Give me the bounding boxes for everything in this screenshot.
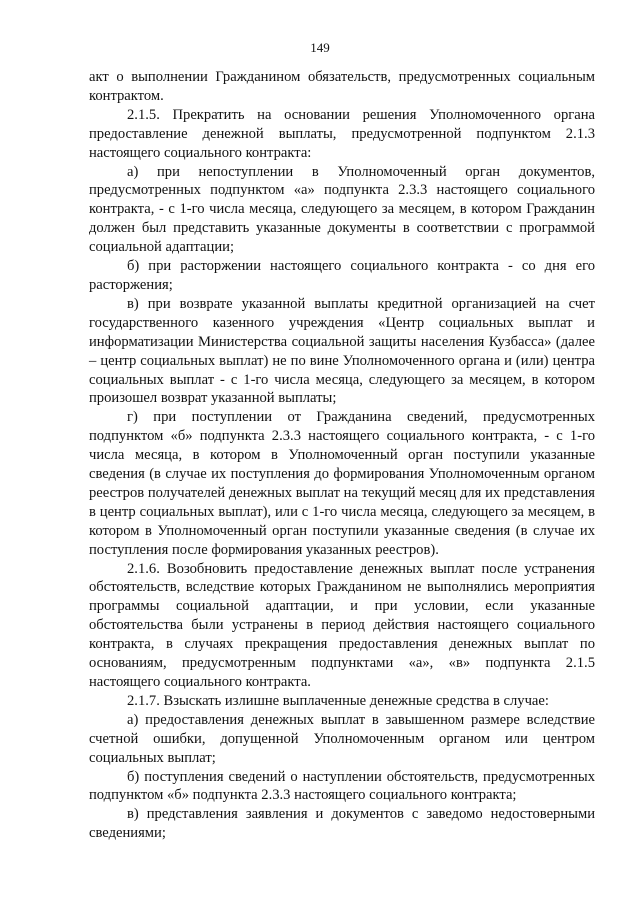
paragraph-act-continuation: акт о выполнении Гражданином обязательств, предусмотренных социальным контрактом. bbox=[89, 69, 595, 104]
document-body bbox=[89, 68, 595, 843]
paragraph-2-1-6: 2.1.6. Возобновить предоставление денежных выплат после устранения обстоятельств, вследствие которых Гражданином не выполнялись мероприятия программы социальной адаптации, и при условии, если указанные обстоятельства были устранены в период действия настоящего социального контракта, в случаях прекращения предоставления денежных выплат по основаниям, предусмотренным подпунктами «а», «в» подпункта 2.1.5 настоящего социального контракта. bbox=[89, 560, 595, 690]
paragraph-2-1-7: 2.1.7. Взыскать излишне выплаченные денежные средства в случае: bbox=[127, 692, 549, 709]
paragraph-2-1-5-b: б) при расторжении настоящего социального контракта - со дня его расторжения; bbox=[89, 258, 595, 293]
paragraph-2-1-5: 2.1.5. Прекратить на основании решения Уполномоченного органа предоставление денежной выплаты, предусмотренной подпунктом 2.1.3 настоящего социального контракта: bbox=[89, 106, 595, 161]
paragraph-2-1-7-b: б) поступления сведений о наступлении обстоятельств, предусмотренных подпунктом «б» подпункта 2.3.3 настоящего социального контракта; bbox=[89, 768, 595, 804]
page-number: 149 bbox=[310, 40, 330, 55]
paragraph-2-1-7-a: а) предоставления денежных выплат в завышенном размере вследствие счетной ошибки, допущенной Уполномоченным органом или центром социальных выплат; bbox=[89, 711, 595, 766]
paragraph-2-1-5-a: а) при непоступлении в Уполномоченный орган документов, предусмотренных подпунктом «а» подпункта 2.3.3 настоящего социального контракта, - с 1-го числа месяца, следующего за месяцем, в котором Гражданин должен был представить указанные документы в соответствии с программой социальной адаптации; bbox=[89, 163, 595, 256]
paragraph-2-1-7-v: в) представления заявления и документов с заведомо недостоверными сведениями; bbox=[89, 806, 595, 842]
paragraph-2-1-5-g: г) при поступлении от Гражданина сведений, предусмотренных подпунктом «б» подпункта 2.3.3 настоящего социального контракта, - с 1-го числа месяца, в котором в Уполномоченный орган поступили указанные сведения (в случае их поступления до формирования Уполномоченным органом реестров получателей денежных выплат на текущий месяц для их представления в центр социальных выплат), или с 1-го числа месяца, следующего за месяцем, в котором в Уполномоченный орган поступили указанные сведения (в случае их поступления после формирования указанных реестров). bbox=[89, 409, 595, 558]
paragraph-2-1-5-v: в) при возврате указанной выплаты кредитной организацией на счет государственного казенного учреждения «Центр социальных выплат и информатизации Министерства социальной защиты населения Кузбасса» (далее – центр социальных выплат) не по вине Уполномоченного органа и (или) центра социальных выплат - с 1-го числа месяца, следующего за месяцем, в котором произошел возврат указанной выплаты; bbox=[89, 295, 595, 407]
